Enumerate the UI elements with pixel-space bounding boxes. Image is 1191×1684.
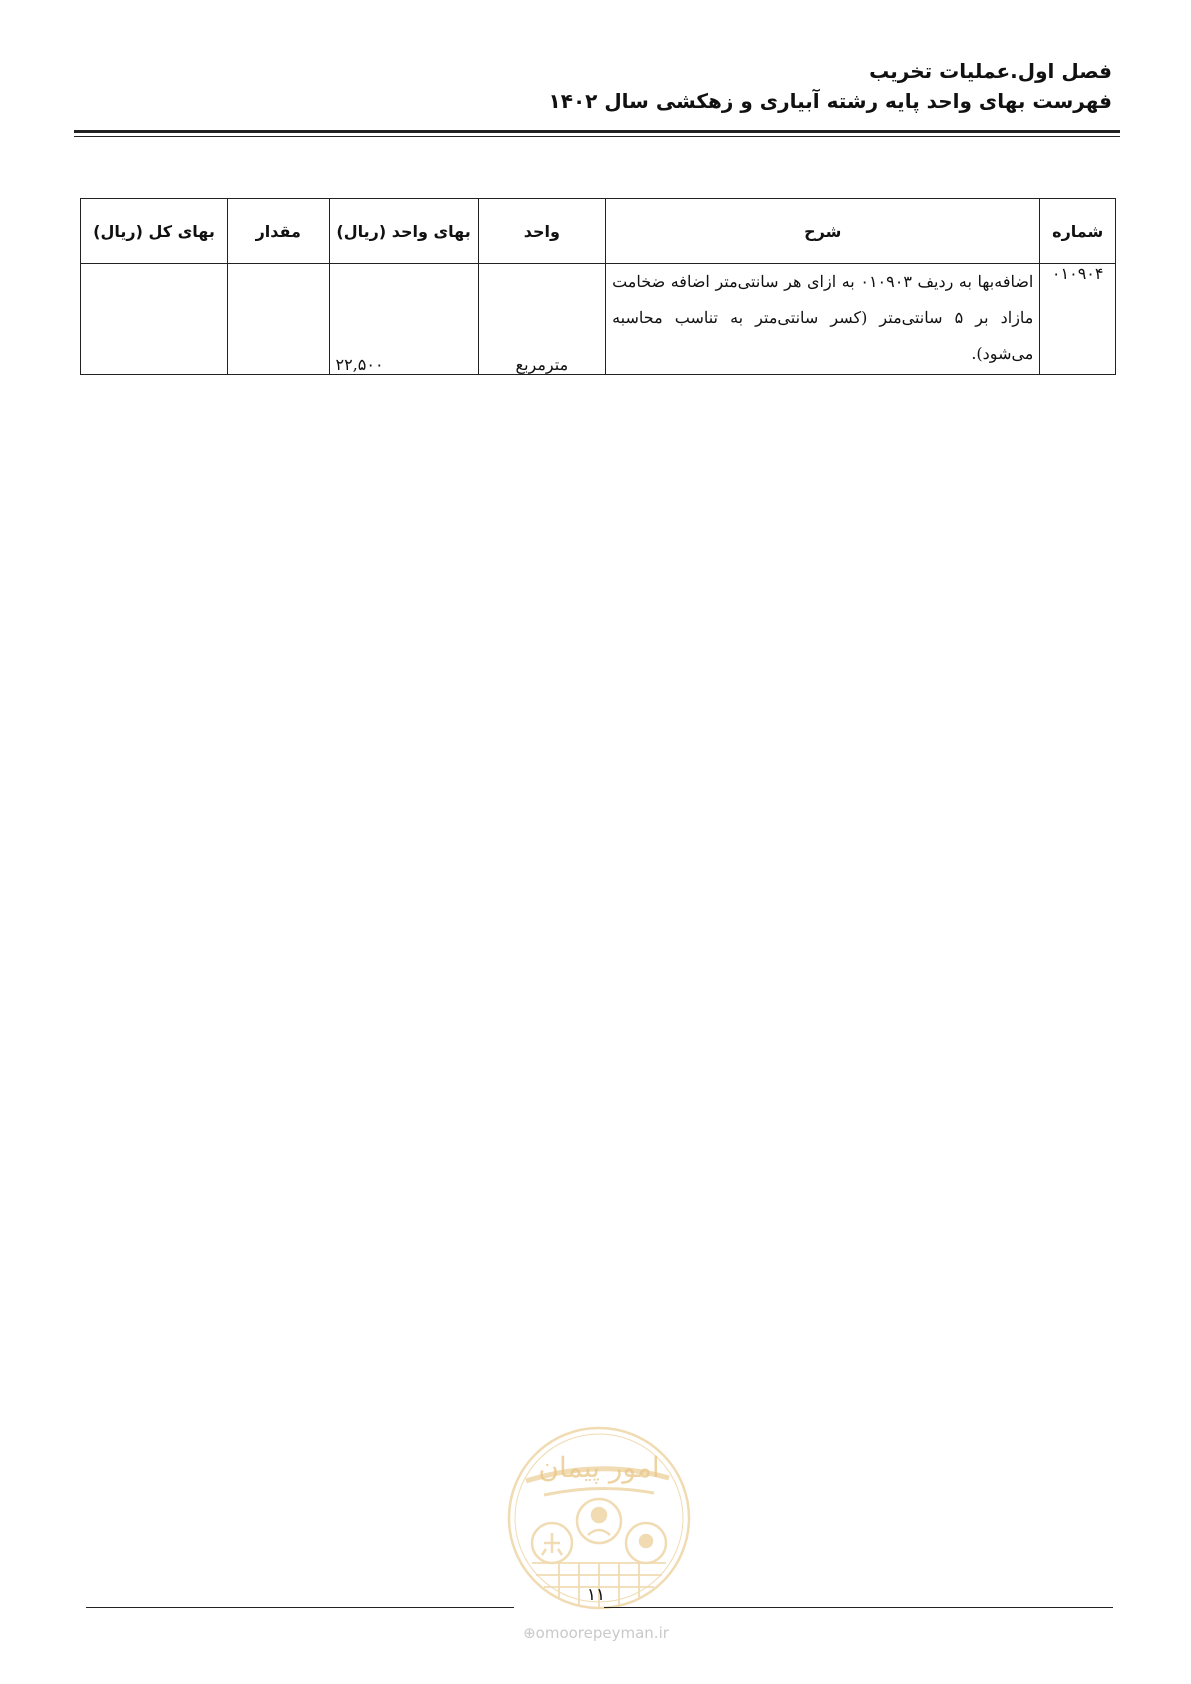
watermark-text: امور پیمان <box>538 1451 660 1484</box>
table-header-row <box>81 199 1116 264</box>
footer-rule-left <box>86 1607 514 1608</box>
item-code: ۰۱۰۹۰۴ <box>1040 264 1116 375</box>
page-number: ۱۱ <box>586 1585 606 1605</box>
item-total <box>81 264 228 375</box>
col-header-quantity: مقدار <box>227 199 329 264</box>
header-rule-thin <box>74 136 1120 137</box>
page-header <box>74 56 1114 116</box>
item-description: اضافه‌بها به ردیف ۰۱۰۹۰۳ به ازای هر سانتی‌متر اضافه ضخامت مازاد بر ۵ سانتی‌متر (کسر سانتی‌متر به تناسب محاسبه می‌شود). <box>606 264 1040 375</box>
price-list-table <box>80 198 1116 375</box>
document-title: فهرست بهای واحد پایه رشته آبیاری و زهکشی سال ۱۴۰۲ <box>548 89 1112 113</box>
item-unit-price: ۲۲,۵۰۰ <box>329 264 478 375</box>
site-credit-text: omoorepeyman.ir <box>535 1624 669 1642</box>
globe-icon: ⊕ <box>523 1624 536 1642</box>
footer-rule-right <box>604 1607 1113 1608</box>
item-unit: مترمربع <box>478 264 605 375</box>
col-header-description: شرح <box>606 199 1040 264</box>
col-header-unit: واحد <box>478 199 605 264</box>
col-header-total: بهای کل (ریال) <box>81 199 228 264</box>
col-header-code: شماره <box>1040 199 1116 264</box>
table-row <box>81 264 1116 375</box>
col-header-unit-price: بهای واحد (ریال) <box>329 199 478 264</box>
item-quantity <box>227 264 329 375</box>
site-credit[interactable] <box>496 1624 696 1642</box>
chapter-title: فصل اول.عملیات تخریب <box>869 59 1112 83</box>
header-rule-thick <box>74 130 1120 133</box>
